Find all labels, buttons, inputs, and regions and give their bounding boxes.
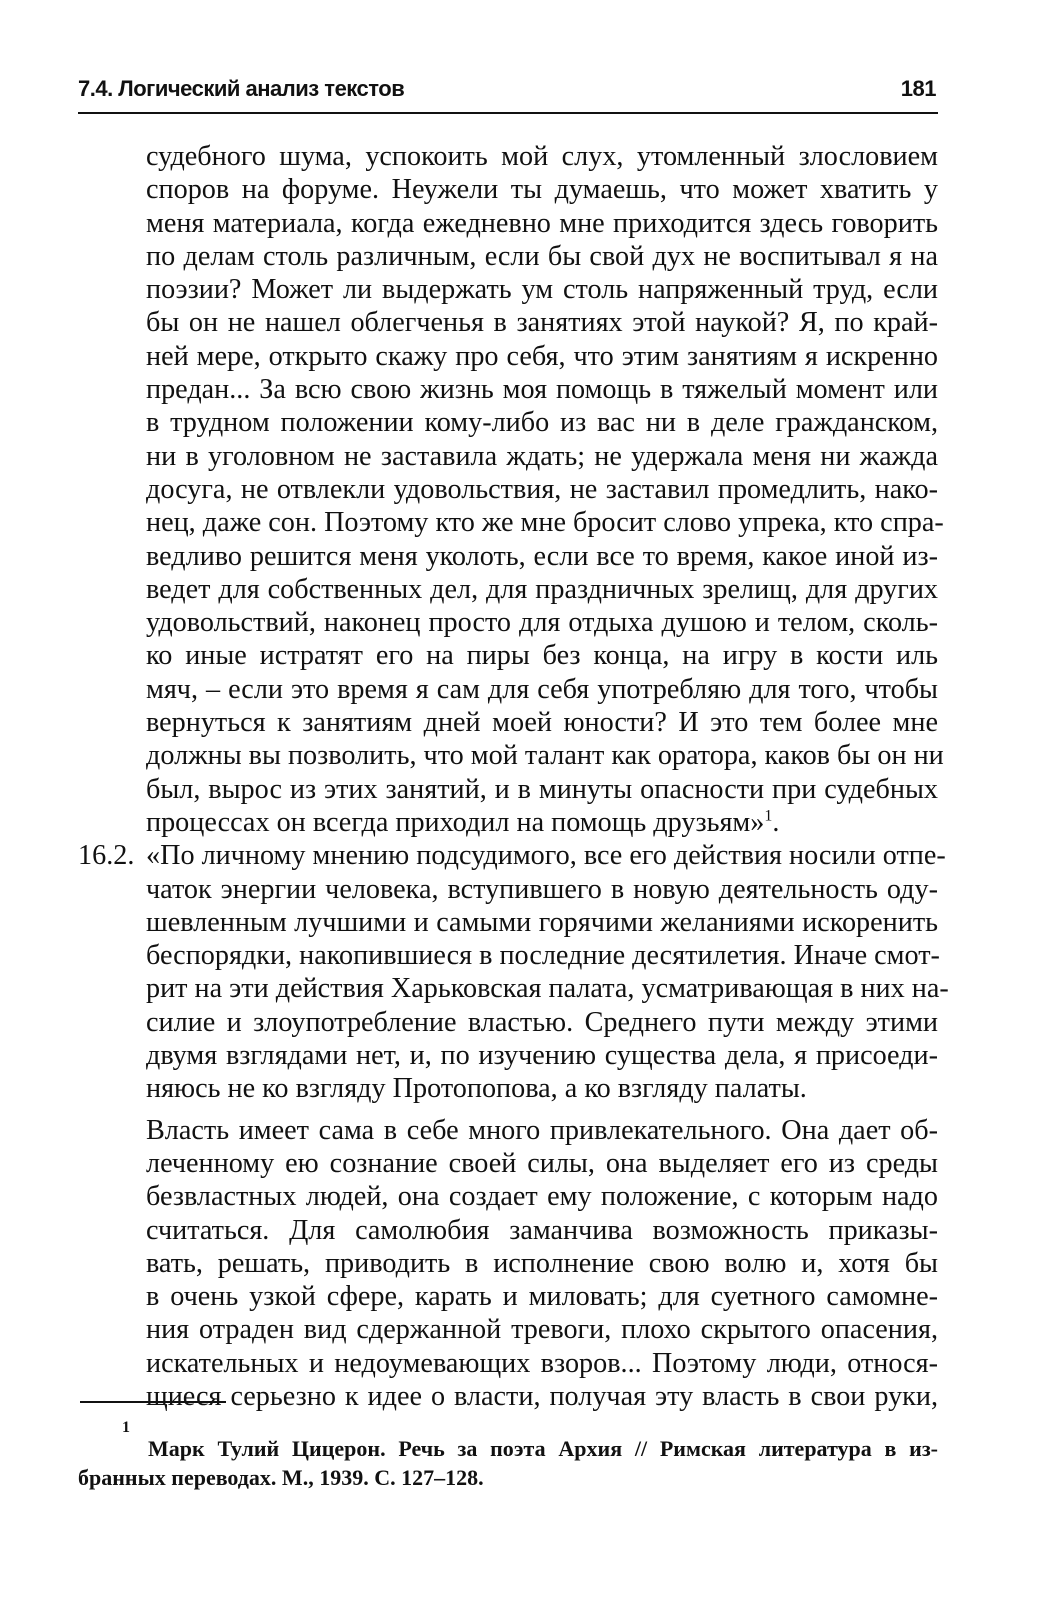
page-number: 181 xyxy=(900,76,936,101)
footnote-reference: 1 xyxy=(764,807,773,825)
numbered-item xyxy=(78,839,949,1413)
text-line: Власть имеет сама в себе много привлекательного. Она дает об- xyxy=(146,1114,938,1146)
text-line: считаться. Для самолюбия заманчива возможность приказы- xyxy=(146,1214,938,1246)
header-rule xyxy=(78,112,938,114)
item-number: 16.2. xyxy=(78,840,135,872)
text-line: должны вы позволить, что мой талант как оратора, каков бы он ни xyxy=(146,740,944,772)
text-line: двумя взглядами нет, и, по изучению существа дела, я присоеди- xyxy=(146,1040,938,1072)
text-line: споров на форуме. Неужели ты думаешь, что может хватить у xyxy=(146,174,938,206)
line-end-punctuation: . xyxy=(772,806,780,838)
item-paragraph xyxy=(146,839,949,1105)
text-line: в очень узкой сфере, карать и миловать; для суетного самомне- xyxy=(146,1281,938,1313)
text-line: рит на эти действия Харьковская палата, усматривающая в них на- xyxy=(146,973,949,1005)
text-line-content: процессах он всегда приходил на помощь друзьям» xyxy=(146,806,765,838)
section-title: 7.4. Логический анализ текстов xyxy=(78,76,405,101)
text-line: ведет для собственных дел, для праздничных зрелищ, для других xyxy=(146,573,938,605)
text-line: силие и злоупотребление властью. Среднего пути между этими xyxy=(146,1006,938,1038)
running-head xyxy=(78,76,936,108)
text-line xyxy=(146,806,938,839)
text-line: по делам столь различным, если бы свой дух не воспитывал я на xyxy=(146,240,938,272)
text-line: ней мере, открыто скажу про себя, что этим занятиям я искренно xyxy=(146,340,938,372)
text-line: «По личному мнению подсудимого, все его действия носили отпе- xyxy=(146,840,946,872)
footnote: 1 Марк Тулий Цицерон. Речь за поэта Архия // Римская литература в из- бранных переводах. М., 1939. С. 127–128. xyxy=(78,1419,938,1490)
footnote-line: Марк Тулий Цицерон. Речь за поэта Архия // Римская литература в из- xyxy=(148,1436,938,1461)
text-line: ния отраден вид сдержанной тревоги, плохо скрытого опасения, xyxy=(146,1314,938,1346)
text-line: искательных и недоумевающих взоров... Поэтому люди, относя- xyxy=(146,1347,938,1379)
second-paragraph xyxy=(146,1114,938,1414)
text-line: мяч, – если это время я сам для себя употребляю для того, чтобы xyxy=(146,673,938,705)
text-line: поэзии? Может ли выдержать ум столь напряженный труд, если xyxy=(146,274,938,306)
text-line: ведливо решится меня уколоть, если все то время, какое иной из- xyxy=(146,540,938,572)
text-line: в трудном положении кому-либо из вас ни в деле гражданском, xyxy=(146,407,938,439)
text-line: щиеся серьезно к идее о власти, получая эту власть в свои руки, xyxy=(146,1380,938,1412)
footnote-line: бранных переводах. М., 1939. С. 127–128. xyxy=(78,1465,484,1490)
main-text xyxy=(78,140,949,1413)
text-line: ни в уголовном не заставила ждать; не удержала меня ни жажда xyxy=(146,440,938,472)
text-line: беспорядки, накопившиеся в последние десятилетия. Иначе смот- xyxy=(146,940,940,972)
text-line: предан... За всю свою жизнь моя помощь в тяжелый момент или xyxy=(146,374,938,406)
text-line: безвластных людей, она создает ему положение, с которым надо xyxy=(146,1181,938,1213)
text-line: шевленным лучшими и самыми горячими желаниями искоренить xyxy=(146,906,938,938)
text-line: чаток энергии человека, вступившего в новую деятельность оду- xyxy=(146,873,938,905)
text-line: удовольствий, наконец просто для отдыха душою и телом, сколь- xyxy=(146,607,938,639)
paragraph-gap xyxy=(146,1106,938,1114)
text-line: судебного шума, успокоить мой слух, утомленный злословием xyxy=(146,141,938,172)
text-line: бы он не нашел облегченья в занятиях этой наукой? Я, по край- xyxy=(146,307,938,339)
text-line: вать, решать, приводить в исполнение свою волю и, хотя бы xyxy=(146,1247,938,1279)
text-line: леченному ею сознание своей силы, она выделяет его из среды xyxy=(146,1147,938,1179)
text-line: няюсь не ко взгляду Протопопова, а ко взгляду палаты. xyxy=(146,1073,807,1105)
text-line: ко иные истратят его на пиры без конца, на игру в кости иль xyxy=(146,640,938,672)
text-line: нец, даже сон. Поэтому кто же мне бросит слово упрека, кто спра- xyxy=(146,507,944,539)
text-line: вернуться к занятиям дней моей юности? И это тем более мне xyxy=(146,707,938,739)
text-line: меня материала, когда ежедневно мне приходится здесь говорить xyxy=(146,207,938,239)
continuation-paragraph xyxy=(146,140,944,839)
text-line: досуга, не отвлекли удовольствия, не заставил промедлить, нако- xyxy=(146,473,938,505)
text-line: был, вырос из этих занятий, и в минуты опасности при судебных xyxy=(146,773,938,805)
footnote-rule xyxy=(80,1401,226,1403)
